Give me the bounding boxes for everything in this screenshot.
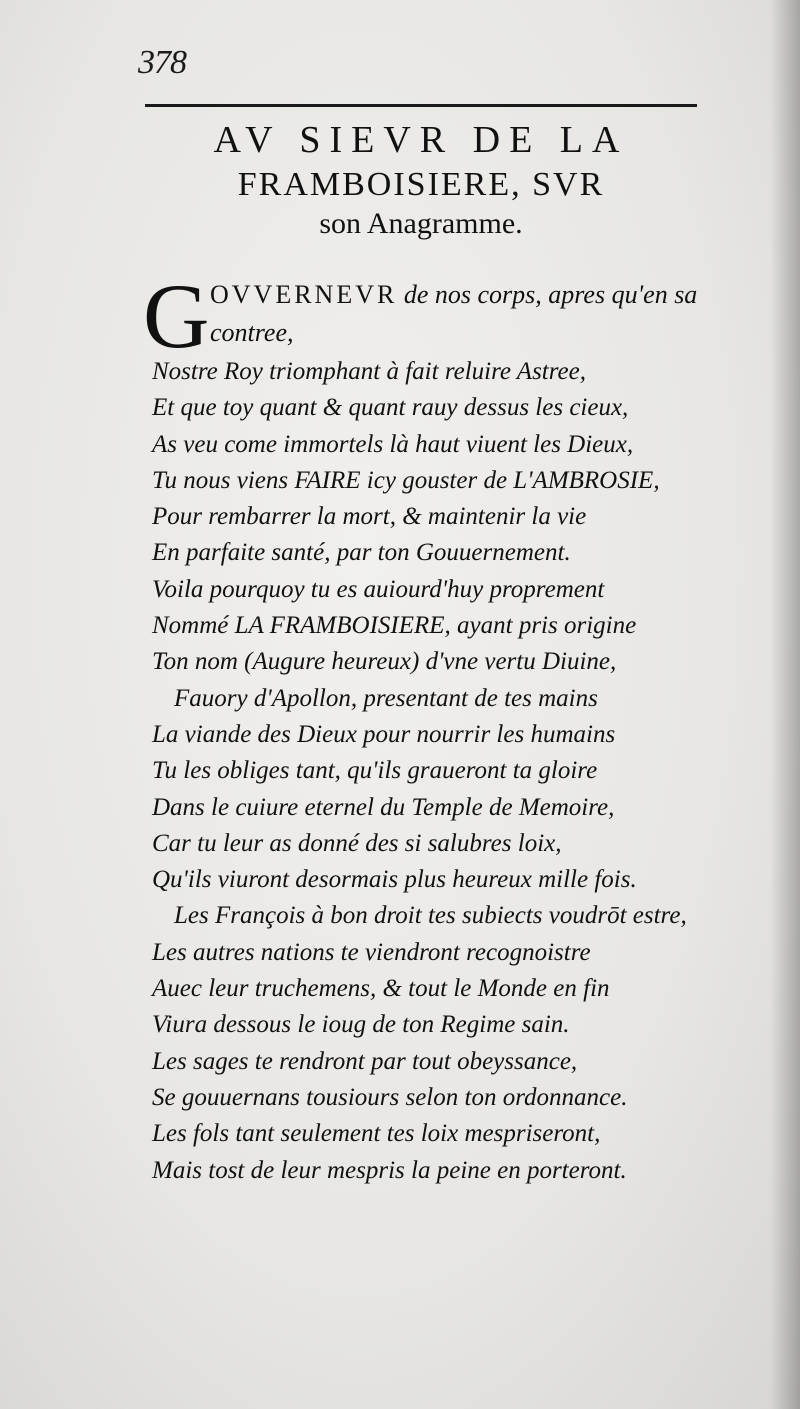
poem-line: Mais tost de leur mespris la peine en porteront.: [152, 1156, 627, 1184]
poem-line: Fauory d'Apollon, presentant de tes mains: [174, 684, 598, 712]
poem-lines: [152, 354, 712, 1189]
title-line-1: AV SIEVR DE LA: [213, 119, 629, 161]
poem-line: Viura dessous le ioug de ton Regime sain.: [152, 1011, 570, 1039]
poem-line: Car tu leur as donné des si salubres loix,: [152, 829, 562, 857]
poem-line: As veu come immortels là haut viuent les Dieux,: [152, 430, 634, 458]
poem-line: Les fols tant seulement tes loix mespriseront,: [152, 1120, 601, 1148]
poem-line: Les sages te rendront par tout obeyssance,: [152, 1047, 578, 1075]
poem-line: Voila pourquoy tu es auiourd'huy proprement: [152, 575, 605, 603]
drop-cap: G: [143, 265, 210, 367]
poem-line: Pour rembarrer la mort, & maintenir la vie: [152, 503, 587, 531]
poem-line: En parfaite santé, par ton Gouuernement.: [152, 539, 571, 567]
poem-line: Et que toy quant & quant rauy dessus les cieux,: [152, 394, 629, 422]
poem-line: Se gouuernans tousiours selon ton ordonnance.: [152, 1083, 628, 1111]
poem-line: Les autres nations te viendront recognoistre: [152, 938, 591, 966]
poem-line: Tu les obliges tant, qu'ils graueront ta gloire: [152, 757, 598, 785]
poem-second-line: contree,: [210, 318, 294, 347]
poem-line: Tu nous viens FAIRE icy gouster de L'AMBROSIE,: [152, 466, 660, 494]
poem-first-line: [210, 280, 697, 310]
header-rule: [145, 104, 697, 107]
poem-line: Les François à bon droit tes subiects voudrōt estre,: [174, 902, 687, 930]
page-edge-shadow: [770, 0, 800, 1409]
first-line-capitals: OVVERNEVR: [210, 280, 398, 309]
poem-line: Ton nom (Augure heureux) d'vne vertu Diuine,: [152, 648, 617, 676]
poem-line: Auec leur truchemens, & tout le Monde en fin: [152, 975, 610, 1003]
title-line-2: FRAMBOISIERE, SVR: [237, 166, 605, 203]
first-line-text: de nos corps, apres qu'en sa: [397, 280, 698, 309]
poem-line: Qu'ils viuront desormais plus heureux mille fois.: [152, 866, 637, 894]
poem-line: Dans le cuiure eternel du Temple de Memoire,: [152, 793, 615, 821]
poem-line: Nostre Roy triomphant à fait reluire Astree,: [152, 358, 586, 385]
title-line-3: son Anagramme.: [319, 207, 523, 240]
poem-line: La viande des Dieux pour nourrir les humains: [152, 720, 616, 748]
poem-line: Nommé LA FRAMBOISIERE, ayant pris origine: [152, 612, 637, 640]
page-number: 378: [138, 44, 186, 81]
